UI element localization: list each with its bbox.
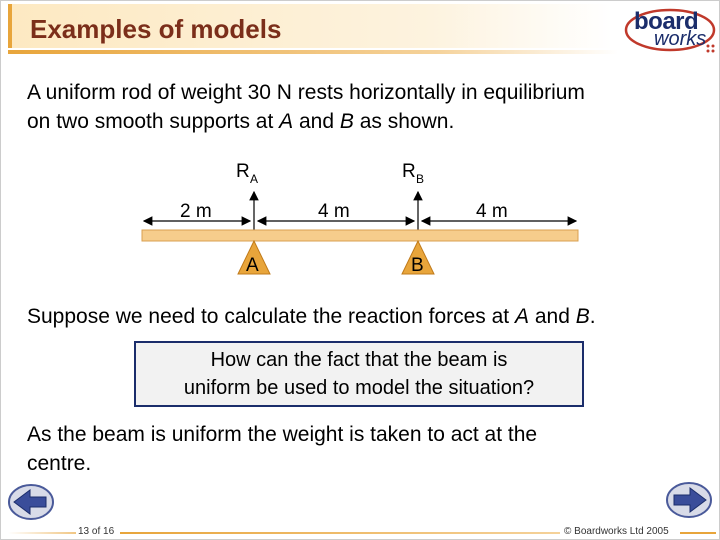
footer-rule-end [680, 532, 716, 534]
dimension-middle-label: 4 m [318, 201, 350, 222]
dimension-right-label: 4 m [476, 201, 508, 222]
dimension-left [144, 201, 250, 222]
boardworks-logo [624, 6, 718, 60]
dimension-right [422, 201, 576, 222]
answer-line-2: centre. [27, 452, 92, 475]
forward-arrow-icon [664, 480, 714, 520]
task-point-b: B [575, 305, 590, 328]
answer-text [27, 420, 667, 478]
question-line-1: How can the fact that the beam is [210, 349, 508, 371]
page-title: Examples of models [30, 14, 282, 44]
support-b [402, 241, 434, 276]
point-a-ref: A [279, 110, 294, 133]
reaction-b-subscript: B [416, 172, 425, 186]
task-text-mid: and [529, 305, 576, 328]
previous-slide-button[interactable] [6, 482, 56, 522]
problem-line-2-start: on two smooth supports at [27, 110, 280, 133]
problem-statement [27, 78, 687, 136]
reaction-b-label: R [402, 161, 416, 182]
logo-dots-icon [706, 44, 716, 54]
support-a [238, 241, 270, 276]
back-arrow-icon [6, 482, 56, 522]
answer-line-1: As the beam is uniform the weight is taken to act at the [27, 423, 538, 446]
beam-diagram [130, 150, 590, 290]
reaction-force-a [236, 161, 258, 230]
task-point-a: A [514, 305, 529, 328]
support-b-label: B [411, 255, 424, 276]
point-b-ref: B [339, 110, 354, 133]
question-box [134, 341, 584, 407]
title-bar [8, 4, 612, 48]
logo-text-works: works [654, 28, 707, 50]
dimension-middle [258, 201, 414, 222]
uniform-rod [142, 230, 578, 241]
question-line-2: uniform be used to model the situation? [183, 377, 535, 399]
problem-line-1: A uniform rod of weight 30 N rests horizontally in equilibrium [27, 81, 585, 104]
problem-line-2-end: as shown. [353, 110, 455, 133]
task-text-end: . [589, 305, 596, 328]
task-text-start: Suppose we need to calculate the reaction forces at [27, 305, 515, 328]
dimension-left-label: 2 m [180, 201, 212, 222]
logo-text-board: board [634, 8, 699, 35]
next-slide-button[interactable] [664, 480, 714, 520]
problem-line-2-mid: and [293, 110, 340, 133]
title-underline [8, 50, 618, 54]
support-a-label: A [246, 255, 259, 276]
slide-counter: 13 of 16 [78, 526, 115, 537]
copyright-notice: © Boardworks Ltd 2005 [564, 526, 669, 537]
reaction-a-label: R [236, 161, 250, 182]
footer-rule-right [120, 532, 560, 534]
reaction-a-subscript: A [250, 172, 259, 186]
task-statement [27, 302, 707, 331]
reaction-force-b [402, 161, 424, 230]
